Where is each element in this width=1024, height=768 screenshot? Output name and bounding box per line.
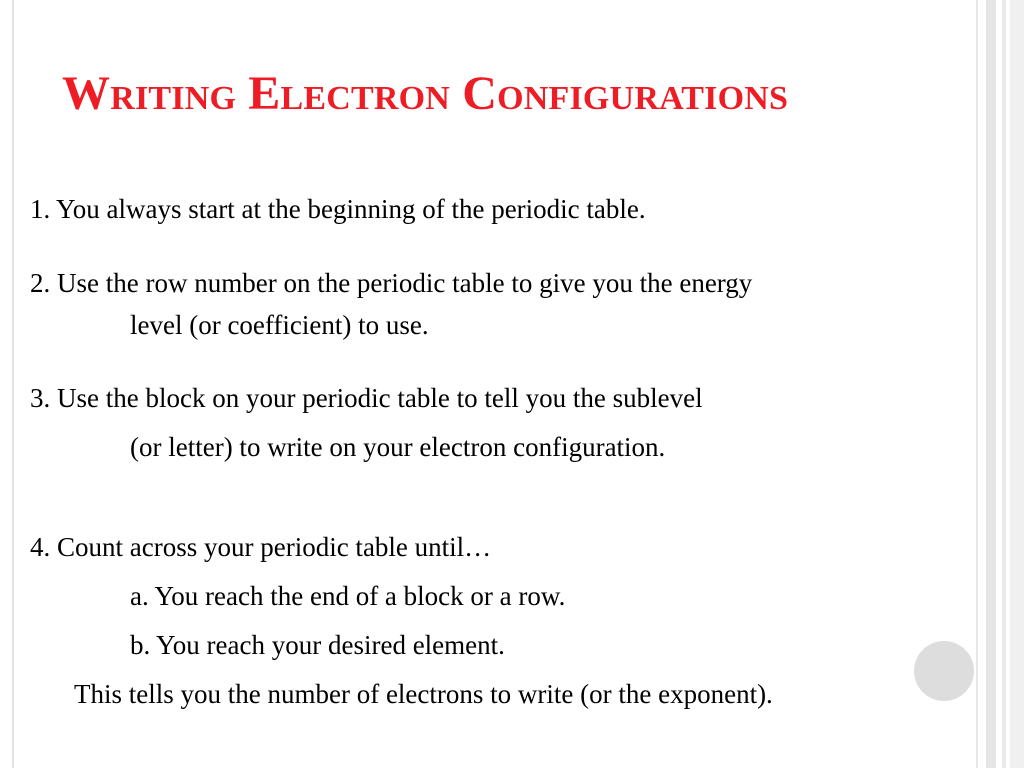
border-strip xyxy=(976,0,978,768)
border-strip xyxy=(1010,0,1024,768)
step-4a-text: a. You reach the end of a block or a row. xyxy=(130,581,566,611)
step-3-continuation: (or letter) to write on your electron configuration. xyxy=(130,432,666,462)
step-4b-text: b. You reach your desired element. xyxy=(130,630,505,660)
border-strip xyxy=(986,0,996,768)
right-decorative-border xyxy=(976,0,1024,768)
left-divider xyxy=(12,0,14,768)
step-2-text: 2. Use the row number on the periodic table to give you the energy xyxy=(30,268,753,298)
step-3-text: 3. Use the block on your periodic table to tell you the sublevel xyxy=(30,383,703,413)
step-2-continuation: level (or coefficient) to use. xyxy=(130,310,429,340)
slide-title: Writing Electron Configurations xyxy=(62,67,789,120)
step-4-text: 4. Count across your periodic table until… xyxy=(30,532,492,562)
step-4-note: This tells you the number of electrons to write (or the exponent). xyxy=(74,679,773,709)
step-1-text: 1. You always start at the beginning of the periodic table. xyxy=(30,194,646,224)
decorative-circle xyxy=(914,641,974,701)
border-strip xyxy=(1002,0,1006,768)
